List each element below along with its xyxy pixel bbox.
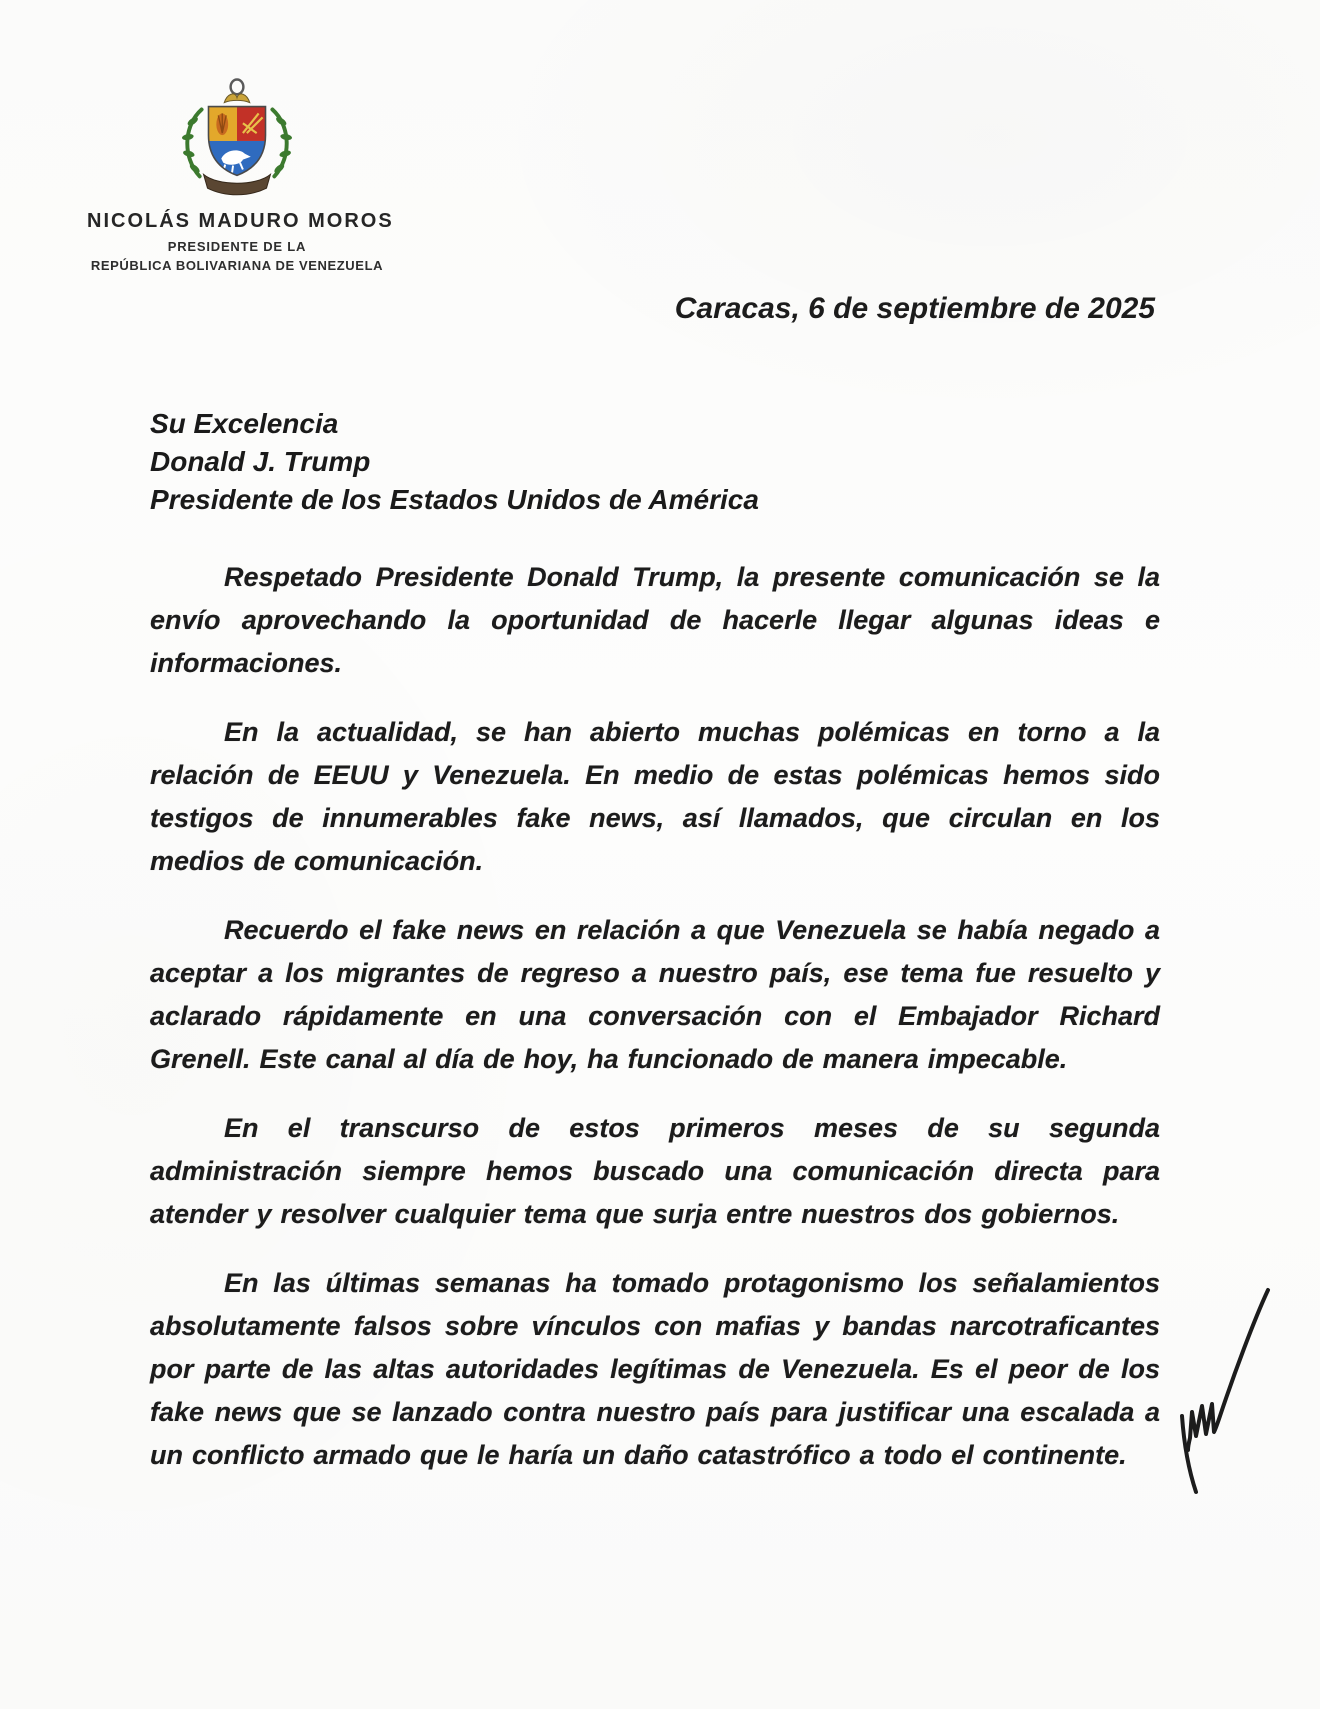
letterhead-name: NICOLÁS MADURO MOROS xyxy=(87,210,394,232)
recipient-honorific: Su Excelencia xyxy=(150,408,339,439)
paragraph-1: Respetado Presidente Donald Trump, la presente comunicación se la envío aprovechando la oportunidad de hacerle llegar algunas ideas e informaciones. xyxy=(150,562,1160,678)
recipient-block xyxy=(150,405,759,519)
letterhead xyxy=(87,78,394,273)
recipient-name: Donald J. Trump xyxy=(150,446,371,477)
venezuela-coat-of-arms-icon xyxy=(178,78,296,200)
letterhead-title-line1: PRESIDENTE DE LA xyxy=(167,239,307,254)
paragraph-2: En la actualidad, se han abierto muchas polémicas en torno a la relación de EEUU y Venezuela. En medio de estas polémicas hemos sido testigos de innumerables fake news, así llamados, que circulan en los medios de comunicación. xyxy=(150,717,1160,876)
letter-body xyxy=(150,556,1160,1503)
paragraph-4: En el transcurso de estos primeros meses de su segunda administración siempre hemos buscado una comunicación directa para atender y resolver cualquier tema que surja entre nuestros dos gobiernos. xyxy=(150,1113,1160,1229)
paragraph-5: En las últimas semanas ha tomado protagonismo los señalamientos absolutamente falsos sobre vínculos con mafias y bandas narcotraficantes por parte de las altas autoridades legítimas de Venezuela. Es el peor de los fake news que se lanzado contra nuestro país para justificar una escalada a un conflicto armado que le haría un daño catastrófico a todo el continente. xyxy=(150,1268,1160,1470)
paragraph-3: Recuerdo el fake news en relación a que Venezuela se había negado a aceptar a los migrantes de regreso a nuestro país, ese tema fue resuelto y aclarado rápidamente en una conversación con el Embajador Richard Grenell. Este canal al día de hoy, ha funcionado de manera impecable. xyxy=(150,915,1160,1074)
recipient-title: Presidente de los Estados Unidos de América xyxy=(150,484,759,515)
dateline: Caracas, 6 de septiembre de 2025 xyxy=(674,292,1155,325)
handwritten-check-squiggle-icon xyxy=(1172,1282,1282,1502)
letterhead-title-line2: REPÚBLICA BOLIVARIANA DE VENEZUELA xyxy=(90,258,384,273)
